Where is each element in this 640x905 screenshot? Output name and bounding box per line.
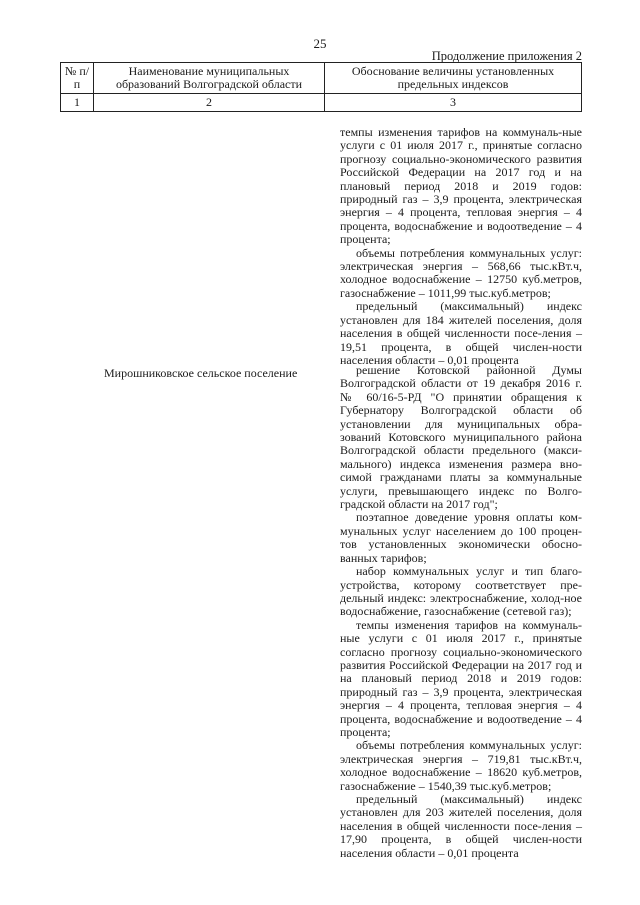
justification-block-1 xyxy=(340,126,582,367)
paragraph: объемы потребления коммунальных услуг: электрическая энергия – 719,81 тыс.кВт.ч, холодное водоснабжение – 18620 куб.метров, газоснабжение – 1540,39 тыс.куб.метров; xyxy=(340,738,582,793)
header-num-3: 3 xyxy=(325,94,582,112)
header-col-number: № п/п xyxy=(61,63,94,94)
header-col-justification: Обоснование величины установленных предельных индексов xyxy=(325,63,582,94)
justification-block-2 xyxy=(340,364,582,860)
header-col-municipality: Наименование муниципальных образований Волгоградской области xyxy=(94,63,325,94)
paragraph: объемы потребления коммунальных услуг: электрическая энергия – 568,66 тыс.кВт.ч, холодное водоснабжение – 12750 куб.метров, газоснабжение – 1011,99 тыс.куб.метров; xyxy=(340,245,582,300)
header-num-1: 1 xyxy=(61,94,94,112)
continuation-label: Продолжение приложения 2 xyxy=(431,49,582,63)
paragraph: темпы изменения тарифов на коммуналь-ные услуги с 01 июля 2017 г., принятые согласно прогнозу социально-экономического развития Российской Федерации на 2017 год и на плановый период 2018 и 2019 годов: природный газ – 3,9 процента, электрическая энергия – 4 процента, тепловая энергия – 4 процента, водоснабжение и водоотведение – 4 процента; xyxy=(340,125,582,247)
page-number: 25 xyxy=(313,36,327,51)
paragraph: решение Котовской районной Думы Волгоградской области от 19 декабря 2016 г. № 60/16-5-РД "О принятии обращения к Губернатору Волгоградской области об установлении для муниципальных обра-зований Котовского муниципального района Волгоградской области предельного (макси-мального) индекса изменения размера вно-симой гражданами платы за коммунальные услуги, превышающего индекс по Волго-градской области на 2017 год"; xyxy=(340,363,582,512)
municipality-name: Мирошниковское сельское поселение xyxy=(104,366,298,380)
header-num-2: 2 xyxy=(94,94,325,112)
table-header xyxy=(60,62,582,112)
paragraph: поэтапное доведение уровня оплаты ком-мунальных услуг населением до 100 процен-тов установленных экономически обосно-ванных тарифов; xyxy=(340,510,582,565)
paragraph: предельный (максимальный) индекс установлен для 184 жителей поселения, доля населения в общей численности посе-ления – 19,51 процента, в общей числен-ности населения области – 0,01 процента xyxy=(340,299,582,367)
paragraph: темпы изменения тарифов на коммуналь-ные услуги с 01 июля 2017 г., принятые согласно прогнозу социально-экономического развития Российской Федерации на 2017 год и на плановый период 2018 и 2019 годов: природный газ – 3,9 процента, электрическая энергия – 4 процента, тепловая энергия – 4 процента, водоснабжение и водоотведение – 4 процента; xyxy=(340,617,582,739)
paragraph: набор коммунальных услуг и тип благо-устройства, которому соответствует пре-дельный индекс: электроснабжение, холод-ное водоснабжение, газоснабжение (сетевой газ); xyxy=(340,564,582,619)
paragraph: предельный (максимальный) индекс установлен для 203 жителей поселения, доля населения в общей численности посе-ления – 17,90 процента, в общей числен-ности населения области – 0,01 процента xyxy=(340,792,582,860)
